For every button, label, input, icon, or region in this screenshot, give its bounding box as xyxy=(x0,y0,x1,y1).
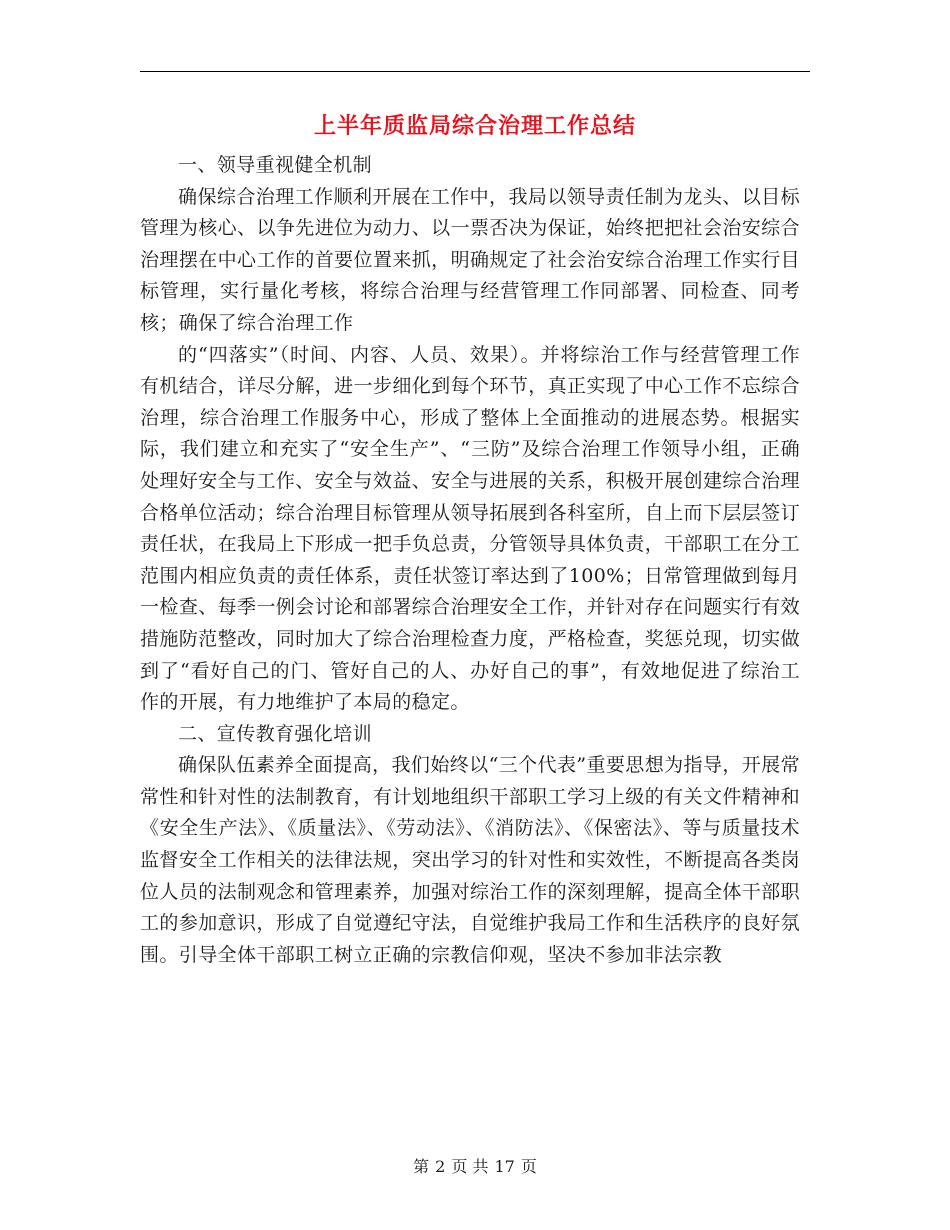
document-body xyxy=(140,150,800,971)
document-title: 上半年质监局综合治理工作总结 xyxy=(313,113,636,139)
footer-current-page: 2 xyxy=(435,1157,446,1176)
section-heading-1: 一、领导重视健全机制 xyxy=(178,154,373,176)
footer-suffix: 页 xyxy=(520,1157,537,1176)
paragraph-3: 确保队伍素养全面提高，我们始终以“三个代表”重要思想为指导，开展常常性和针对性的法制教育，有计划地组织干部职工学习上级的有关文件精神和《安全生产法》、《质量法》、《劳动法》、《消防法》、《保密法》、等与质量技术监督安全工作相关的法律法规，突出学习的针对性和实效性，不断提高各类岗位人员的法制观念和管理素养，加强对综治工作的深刻理解，提高全体干部职工的参加意识，形成了自觉遵纪守法，自觉维护我局工作和生活秩序的良好氛围。引导全体干部职工树立正确的宗教信仰观，坚决不参加非法宗教 xyxy=(140,754,800,966)
footer-prefix: 第 xyxy=(413,1157,430,1176)
paragraph-1: 确保综合治理工作顺利开展在工作中，我局以领导责任制为龙头、以目标管理为核心、以争先进位为动力、以一票否决为保证，始终把把社会治安综合治理摆在中心工作的首要位置来抓，明确规定了社会治安综合治理工作实行目标管理，实行量化考核，将综合治理与经营管理工作同部署、同检查、同考核；确保了综合治理工作 xyxy=(140,185,800,334)
section-heading-2: 二、宣传教育强化培训 xyxy=(178,722,373,745)
footer-total-pages: 17 xyxy=(494,1157,515,1176)
paragraph-2: 的“四落实”（时间、内容、人员、效果）。并将综治工作与经营管理工作有机结合，详尽分解，进一步细化到每个环节，真正实现了中心工作不忘综合治理，综合治理工作服务中心，形成了整体上全面推动的进展态势。根据实际，我们建立和充实了“安全生产”、“三防”及综合治理工作领导小组，正确处理好安全与工作、安全与效益、安全与进展的关系，积极开展创建综合治理合格单位活动；综合治理目标管理从领导拓展到各科室所，自上而下层层签订责任状，在我局上下形成一把手负总责，分管领导具体负责，干部职工在分工范围内相应负责的责任体系，责任状签订率达到了100%；日常管理做到每月一检查、每季一例会讨论和部署综合治理安全工作，并针对存在问题实行有效措施防范整改，同时加大了综合治理检查力度，严格检查，奖惩兑现，切实做到了“看好自己的门、管好自己的人、办好自己的事”，有效地促进了综治工作的开展，有力地维护了本局的稳定。 xyxy=(140,343,800,714)
header-rule xyxy=(140,71,810,72)
page-footer xyxy=(0,1156,950,1178)
footer-middle: 页 共 xyxy=(451,1157,489,1176)
